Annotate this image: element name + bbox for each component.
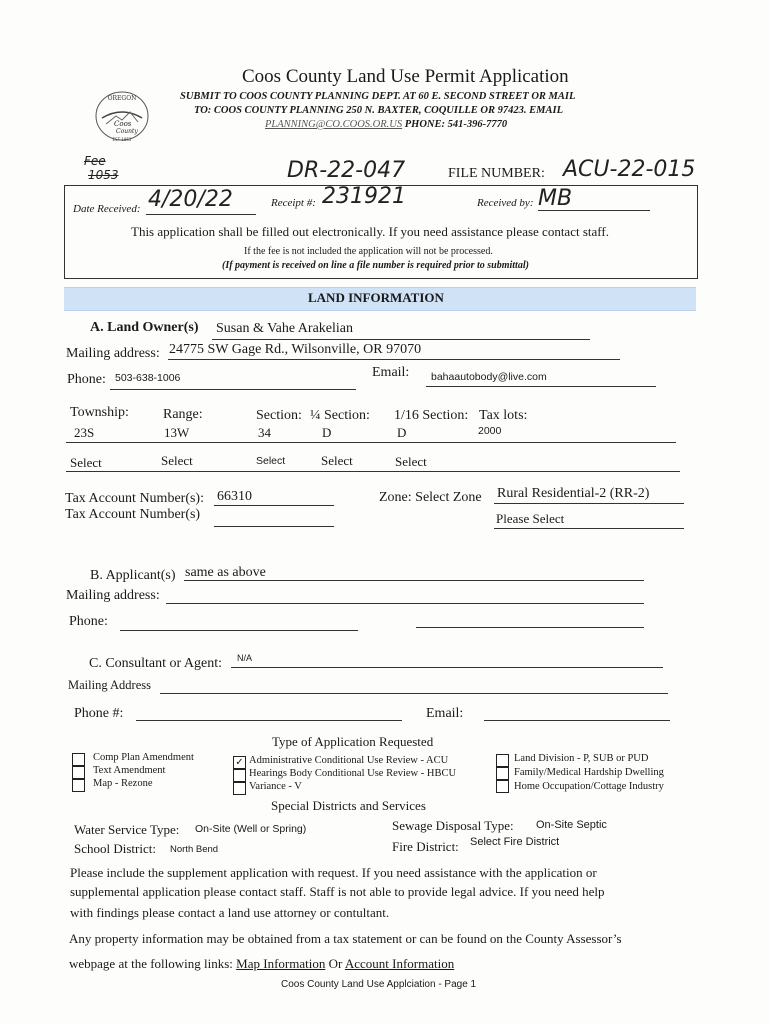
fire-district-label: Fire District: [392, 839, 459, 854]
tax-lots-value[interactable]: 2000 [478, 425, 502, 437]
contact-line [265, 119, 507, 130]
owner-mailing-label: Mailing address: [66, 346, 160, 361]
owner-phone-field[interactable]: 503-638-1006 [115, 372, 181, 384]
planning-phone: PHONE: 541-396-7770 [404, 119, 508, 130]
township-label: Township: [70, 405, 129, 420]
checkbox-acu[interactable]: ✓ [233, 756, 246, 769]
form-title: Coos County Land Use Permit Application [242, 66, 569, 87]
map-information-link[interactable]: Map Information [236, 956, 326, 971]
consultant-phone-label: Phone #: [74, 706, 124, 721]
option-acu: Administrative Conditional Use Review - ACU [249, 755, 449, 766]
option-variance: Variance - V [249, 781, 302, 792]
applicant-email-field[interactable] [416, 627, 644, 628]
supplement-note-line-3: with findings please contact a land use attorney or contultant. [70, 905, 390, 920]
owner-phone-label: Phone: [67, 372, 106, 387]
quarter-section-select[interactable]: Select [321, 453, 353, 468]
svg-text:OREGON: OREGON [107, 95, 137, 102]
submit-instructions-1: SUBMIT TO COOS COUNTY PLANNING DEPT. AT 60 E. SECOND STREET OR MAIL [180, 91, 576, 102]
checkbox-text-amendment[interactable] [72, 766, 85, 779]
property-note-line-1: Any property information may be obtained from a tax statement or can be found on the County Assessor’s [69, 931, 622, 946]
option-hbcu: Hearings Body Conditional Use Review - HBCU [249, 768, 457, 779]
county-seal-logo [92, 86, 152, 146]
planning-email-link[interactable]: PLANNING@CO.COOS.OR.US [265, 119, 403, 130]
property-links-line [69, 956, 454, 972]
applicant-mailing-label: Mailing address: [66, 588, 160, 603]
land-owner-field[interactable]: Susan & Vahe Arakelian [216, 321, 353, 336]
checkbox-home-occupation[interactable] [496, 780, 509, 793]
fee-note: If the fee is not included the application will not be processed. [244, 246, 493, 257]
option-text-amendment: Text Amendment [93, 765, 166, 776]
tax-account-label-2: Tax Account Number(s) [65, 507, 201, 522]
receipt-label: Receipt #: [271, 197, 316, 209]
quarter-section-value[interactable]: D [322, 425, 332, 440]
checkbox-map-rezone[interactable] [72, 779, 85, 792]
owner-mailing-field[interactable]: 24775 SW Gage Rd., Wilsonville, OR 97070 [169, 342, 422, 357]
school-district-select[interactable]: North Bend [170, 844, 219, 855]
zone-select[interactable]: Rural Residential-2 (RR-2) [497, 486, 650, 501]
consultant-mailing-field[interactable] [160, 693, 668, 694]
consultant-phone-field[interactable] [136, 720, 402, 721]
svg-text:Coos: Coos [114, 120, 132, 128]
fire-district-select[interactable]: Select Fire District [470, 836, 560, 848]
page-footer: Coos County Land Use Applciation - Page 1 [281, 979, 477, 990]
range-select[interactable]: Select [161, 453, 193, 468]
applicant-label: B. Applicant(s) [90, 568, 176, 583]
checkbox-variance[interactable] [233, 782, 246, 795]
applicant-phone-field[interactable] [120, 630, 358, 631]
supplement-note-line-1: Please include the supplement application with request. If you need assistance with the application or [70, 865, 597, 880]
tax-account-field[interactable]: 66310 [217, 489, 252, 504]
consultant-field[interactable]: N/A [237, 653, 253, 663]
svg-text:County: County [116, 128, 138, 135]
tax-lots-label: Tax lots: [479, 408, 528, 423]
water-service-label: Water Service Type: [74, 822, 180, 837]
consultant-label: C. Consultant or Agent: [89, 656, 222, 671]
water-service-select[interactable]: On-Site (Well or Spring) [195, 823, 307, 835]
application-type-title: Type of Application Requested [272, 734, 434, 749]
option-comp-plan: Comp Plan Amendment [93, 752, 194, 763]
dr-number-handwritten: DR-22-047 [287, 158, 406, 183]
consultant-email-field[interactable] [484, 720, 670, 721]
submit-instructions-2: TO: COOS COUNTY PLANNING 250 N. BAXTER, COQUILLE OR 97423. EMAIL [194, 105, 563, 116]
tax-account-label: Tax Account Number(s): [65, 491, 204, 506]
checkbox-hbcu[interactable] [233, 769, 246, 782]
receipt-value: 231921 [322, 184, 406, 209]
fee-handwritten-mark-2: 1053 [88, 168, 119, 182]
option-map-rezone: Map - Rezone [93, 778, 153, 789]
consultant-mailing-label: Mailing Address [68, 678, 151, 692]
quarter-section-label: ¼ Section: [310, 408, 370, 423]
applicant-phone-label: Phone: [69, 614, 108, 629]
checkbox-land-division[interactable] [496, 754, 509, 767]
zone-label: Zone: Select Zone [379, 490, 482, 505]
land-information-title: LAND INFORMATION [308, 290, 444, 305]
supplement-note-line-2: supplemental application please contact staff. Staff is not able to provide legal advice. If you need help [70, 884, 605, 899]
checkbox-hardship-dwelling[interactable] [496, 767, 509, 780]
sixteenth-section-label: 1/16 Section: [394, 408, 469, 423]
date-received-label: Date Received: [73, 203, 141, 215]
sixteenth-section-value[interactable]: D [397, 425, 407, 440]
option-hardship-dwelling: Family/Medical Hardship Dwelling [514, 767, 664, 778]
file-number-label: FILE NUMBER: [448, 166, 545, 181]
date-received-value: 4/20/22 [148, 187, 233, 212]
file-number-handwritten: ACU-22-015 [563, 157, 696, 182]
property-note-line-2: webpage at the following links: [69, 956, 233, 971]
applicant-mailing-field[interactable] [166, 603, 644, 604]
section-select[interactable]: Select [256, 455, 286, 467]
received-by-value: MB [538, 186, 573, 211]
township-value[interactable]: 23S [74, 425, 95, 440]
or-text: Or [328, 956, 343, 971]
account-information-link[interactable]: Account Information [344, 956, 455, 971]
sewage-disposal-label: Sewage Disposal Type: [392, 818, 514, 833]
fee-handwritten-mark: Fee [84, 154, 106, 168]
special-districts-title: Special Districts and Services [271, 798, 426, 813]
electronic-fill-note: This application shall be filled out electronically. If you need assistance please contact staff. [131, 224, 609, 239]
checkbox-comp-plan[interactable] [72, 753, 85, 766]
township-select[interactable]: Select [70, 455, 102, 470]
option-land-division: Land Division - P, SUB or PUD [514, 753, 649, 764]
option-home-occupation: Home Occupation/Cottage Industry [514, 781, 664, 792]
zone-secondary-select[interactable]: Please Select [496, 511, 565, 526]
received-by-label: Received by: [477, 197, 534, 209]
range-value[interactable]: 13W [164, 425, 190, 440]
owner-email-field[interactable]: bahaautobody@live.com [431, 371, 547, 383]
sixteenth-section-select[interactable]: Select [395, 454, 427, 469]
section-label: Section: [256, 408, 302, 423]
range-label: Range: [163, 407, 203, 422]
applicant-field[interactable]: same as above [185, 565, 266, 580]
sewage-disposal-select[interactable]: On-Site Septic [536, 819, 607, 831]
svg-text:EST 1853: EST 1853 [112, 137, 132, 142]
section-value[interactable]: 34 [258, 425, 271, 440]
consultant-email-label: Email: [426, 706, 464, 721]
payment-note: (If payment is received on line a file number is required prior to submittal) [222, 260, 529, 271]
land-owner-label: A. Land Owner(s) [90, 320, 199, 335]
school-district-label: School District: [74, 841, 156, 856]
owner-email-label: Email: [372, 365, 410, 380]
